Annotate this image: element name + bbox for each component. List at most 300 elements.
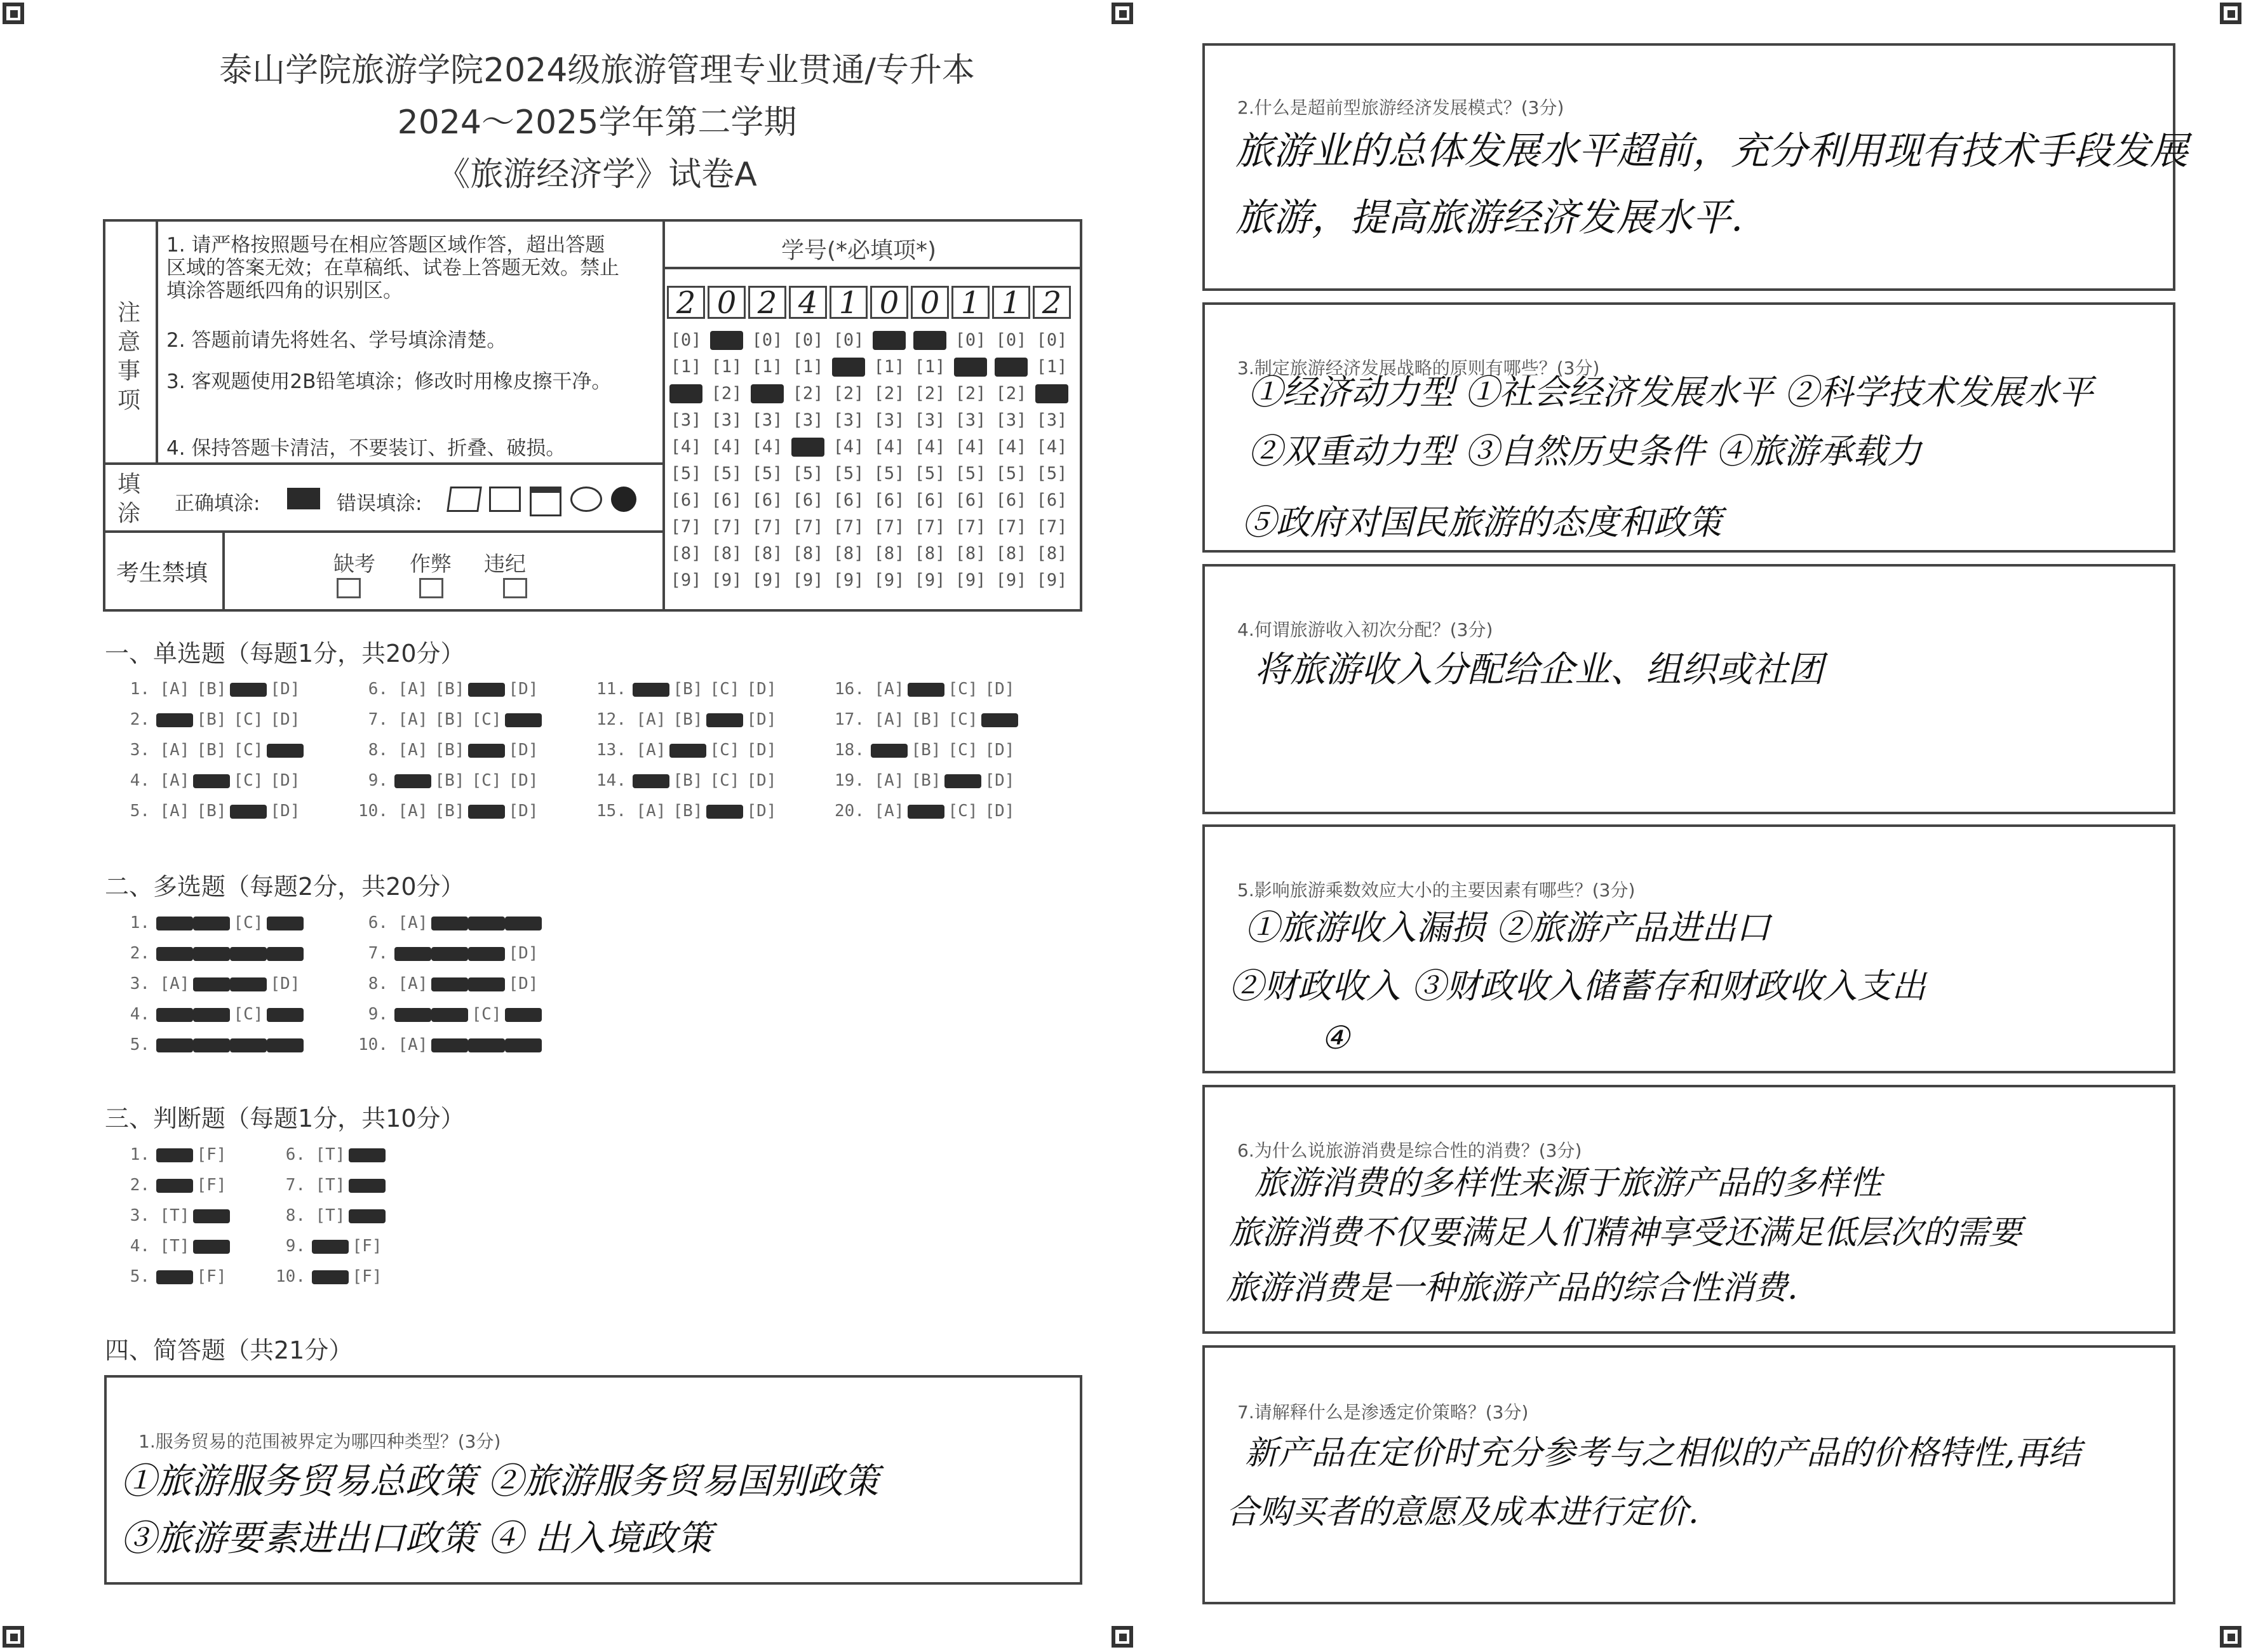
answer-bubble[interactable]: [C] [233,913,264,932]
answer-bubble[interactable]: [B] [196,802,227,821]
answer-bubble[interactable]: [B] [434,771,465,790]
student-id-bubble[interactable]: [9] [873,570,905,590]
answer-bubble[interactable] [431,947,468,961]
student-id-bubble[interactable]: [7] [914,517,946,537]
forbid-cheat-checkbox[interactable] [419,578,443,598]
student-id-bubble[interactable]: [3] [751,410,783,430]
answer-bubble[interactable] [156,917,193,930]
question-row [114,771,304,790]
answer-bubble[interactable]: [B] [673,771,703,790]
student-id-bubble[interactable]: [3] [955,410,986,430]
answer-bubble[interactable]: [A] [159,741,190,760]
student-id-bubble[interactable]: [7] [1036,517,1068,537]
answer-bubble[interactable] [633,683,669,697]
student-id-bubble[interactable] [995,358,1028,377]
question-row [270,1237,386,1256]
answer-bubble[interactable]: [A] [398,913,428,932]
answer-bubble[interactable]: [A] [874,710,904,729]
answer-bubble[interactable]: [D] [984,741,1015,760]
answer-bubble[interactable]: [C] [233,771,264,790]
student-id-bubble[interactable]: [0] [833,330,864,350]
corner-marker [3,3,24,24]
question-number: 7. [368,944,388,963]
student-id-bubble[interactable]: [9] [711,570,742,590]
handwritten-answer: ①旅游收入漏损 ②旅游产品进出口 [1245,908,1771,948]
student-id-bubble[interactable]: [5] [711,464,742,483]
answer-bubble[interactable]: [T] [159,1206,190,1225]
answer-bubble[interactable]: [C] [948,802,978,821]
student-id-bubble[interactable] [669,384,702,403]
answer-bubble[interactable]: [T] [315,1145,346,1164]
answer-bubble[interactable]: [C] [233,1005,264,1024]
student-id-bubble[interactable]: [4] [995,437,1027,457]
forbid-absent-label: 缺考 [333,551,375,576]
question-number: 2. [130,710,150,729]
student-id-bubble[interactable]: [4] [955,437,986,457]
answer-bubble[interactable]: [D] [508,680,539,699]
answer-bubble[interactable]: [D] [984,680,1015,699]
wrong-fill-samples [448,487,636,516]
student-id-bubble[interactable]: [2] [955,384,986,403]
answer-bubble[interactable] [156,1148,193,1162]
student-id-digit: 1 [830,286,868,319]
student-id-column [830,327,868,594]
answer-bubble[interactable]: [B] [196,680,227,699]
answer-bubble[interactable]: [A] [636,710,666,729]
student-id-bubble[interactable]: [3] [792,410,824,430]
question-number: 17. [835,710,864,729]
student-id-grid[interactable] [667,327,1073,594]
question-number: 1. [130,913,150,932]
answer-bubble[interactable]: [B] [911,741,941,760]
answer-bubble[interactable] [394,1008,431,1022]
student-id-bubble[interactable]: [6] [792,490,824,510]
answer-bubble[interactable]: [D] [270,680,300,699]
student-id-bubble[interactable]: [0] [792,330,824,350]
wrong-fill-label: 错误填涂: [337,492,422,515]
student-id-bubble[interactable]: [2] [711,384,742,403]
student-id-digit: 0 [708,286,746,319]
student-id-bubble[interactable]: [7] [873,517,905,537]
student-id-bubble[interactable]: [6] [670,490,702,510]
answer-bubble[interactable] [468,805,505,819]
student-id-bubble[interactable]: [8] [914,544,946,563]
student-id-bubble[interactable] [751,384,784,403]
answer-bubble[interactable] [431,917,468,930]
answer-bubble[interactable]: [D] [270,710,300,729]
student-id-bubble[interactable]: [7] [995,517,1027,537]
answer-bubble[interactable]: [D] [746,710,777,729]
question-number: 3. [130,1206,150,1225]
student-id-bubble[interactable] [710,331,743,350]
question-row [114,1237,230,1256]
student-id-bubble[interactable]: [6] [751,490,783,510]
answer-bubble[interactable]: [T] [315,1206,346,1225]
answer-bubble[interactable] [669,744,706,758]
student-id-bubble[interactable]: [1] [751,357,783,377]
answer-bubble[interactable]: [D] [746,802,777,821]
student-id-bubble[interactable]: [8] [955,544,986,563]
answer-bubble[interactable]: [B] [673,680,703,699]
answer-bubble[interactable]: [B] [434,680,465,699]
student-id-bubble[interactable]: [7] [751,517,783,537]
student-id-bubble[interactable] [913,331,946,350]
answer-bubble[interactable] [156,1179,193,1193]
student-id-bubble[interactable]: [0] [751,330,783,350]
student-id-bubble[interactable]: [2] [792,384,824,403]
question-number: 1. [130,680,150,699]
answer-bubble[interactable]: [F] [196,1267,227,1286]
answer-bubble[interactable] [312,1240,349,1254]
question-number: 16. [835,680,864,699]
student-id-bubble[interactable]: [7] [792,517,824,537]
student-id-bubble[interactable]: [9] [670,570,702,590]
handwritten-answer: ⑤政府对国民旅游的态度和政策 [1242,502,1722,542]
answer-bubble[interactable]: [F] [352,1267,382,1286]
answer-bubble[interactable] [193,977,230,991]
question-number: 9. [368,771,388,790]
answer-bubble[interactable]: [A] [159,974,190,993]
answer-bubble[interactable]: [A] [874,771,904,790]
student-id-bubble[interactable]: [8] [995,544,1027,563]
question-number: 9. [368,1005,388,1024]
forbid-absent-checkbox[interactable] [337,578,361,598]
student-id-bubble[interactable]: [6] [1036,490,1068,510]
student-id-bubble[interactable]: [8] [833,544,864,563]
answer-bubble[interactable] [468,917,505,930]
answer-bubble[interactable]: [D] [746,680,777,699]
student-id-bubble[interactable]: [3] [914,410,946,430]
answer-bubble[interactable]: [C] [948,710,978,729]
student-id-bubble[interactable]: [0] [1036,330,1068,350]
answer-bubble[interactable]: [D] [508,944,539,963]
answer-bubble[interactable] [505,1008,542,1022]
answer-bubble[interactable] [230,805,267,819]
answer-bubble[interactable]: [A] [398,1035,428,1054]
answer-bubble[interactable] [156,713,193,727]
answer-bubble[interactable]: [A] [398,680,428,699]
student-id-digits [667,286,1073,319]
forbid-violation-label: 违纪 [484,551,526,576]
student-id-bubble[interactable]: [6] [833,490,864,510]
student-id-bubble[interactable] [1035,384,1068,403]
answer-bubble[interactable] [394,947,431,961]
answer-bubble[interactable]: [A] [398,802,428,821]
exam-title-line3: 《旅游经济学》试卷A [437,156,757,194]
answer-bubble[interactable] [981,713,1018,727]
answer-bubble[interactable] [156,1038,193,1052]
student-id-column [789,327,827,594]
answer-bubble[interactable]: [F] [196,1145,227,1164]
student-id-bubble[interactable]: [7] [955,517,986,537]
answer-bubble[interactable] [156,1270,193,1284]
answer-bubble[interactable] [193,1008,230,1022]
student-id-bubble[interactable]: [9] [914,570,946,590]
notice-item: 2. 答题前请先将姓名、学号填涂清楚。 [166,329,507,352]
answer-bubble[interactable] [156,947,193,961]
student-id-bubble[interactable]: [4] [1036,437,1068,457]
student-id-bubble[interactable]: [0] [995,330,1027,350]
student-id-bubble[interactable]: [7] [833,517,864,537]
student-id-digit: 1 [951,286,990,319]
notice-item: 3. 客观题使用2B铅笔填涂；修改时用橡皮擦干净。 [166,370,612,393]
answer-bubble[interactable] [156,1008,193,1022]
answer-bubble[interactable]: [A] [398,974,428,993]
answer-bubble[interactable]: [C] [709,741,740,760]
student-id-bubble[interactable]: [5] [914,464,946,483]
student-id-bubble[interactable]: [4] [751,437,783,457]
answer-bubble[interactable]: [B] [196,741,227,760]
answer-bubble[interactable]: [C] [471,771,502,790]
answer-bubble[interactable] [468,947,505,961]
student-id-bubble[interactable]: [7] [670,517,702,537]
student-id-column [951,327,990,594]
answer-bubble[interactable] [267,917,304,930]
answer-bubble[interactable] [468,744,505,758]
answer-bubble[interactable]: [C] [233,741,264,760]
student-id-bubble[interactable]: [4] [833,437,864,457]
answer-bubble[interactable] [193,1038,230,1052]
student-id-bubble[interactable]: [2] [873,384,905,403]
student-id-bubble[interactable]: [9] [751,570,783,590]
student-id-column [1033,327,1071,594]
answer-bubble[interactable] [468,977,505,991]
forbid-heading: 考生禁填 [116,560,208,586]
student-id-bubble[interactable]: [8] [1036,544,1068,563]
answer-bubble[interactable]: [B] [673,802,703,821]
answer-bubble[interactable]: [B] [434,741,465,760]
student-id-bubble[interactable]: [0] [670,330,702,350]
question-row [114,710,304,729]
student-id-bubble[interactable]: [9] [995,570,1027,590]
answer-bubble[interactable]: [D] [508,771,539,790]
student-id-bubble[interactable]: [3] [995,410,1027,430]
student-id-bubble[interactable]: [8] [792,544,824,563]
notice-heading: 注意事项 [117,300,140,413]
answer-bubble[interactable]: [C] [709,680,740,699]
answer-bubble[interactable]: [B] [434,802,465,821]
correct-fill-sample [287,488,320,509]
student-id-bubble[interactable]: [0] [955,330,986,350]
student-id-bubble[interactable]: [4] [873,437,905,457]
student-id-bubble[interactable]: [4] [914,437,946,457]
student-id-bubble[interactable]: [5] [955,464,986,483]
question-number: 3. [130,974,150,993]
answer-bubble[interactable]: [D] [508,802,539,821]
answer-bubble[interactable]: [C] [471,710,502,729]
student-id-bubble[interactable]: [2] [833,384,864,403]
answer-bubble[interactable]: [D] [270,802,300,821]
forbid-violation-checkbox[interactable] [503,578,527,598]
question-row [591,741,780,760]
answer-bubble[interactable]: [A] [874,802,904,821]
question-number: 10. [276,1267,306,1286]
student-id-bubble[interactable]: [3] [833,410,864,430]
student-id-bubble[interactable]: [1] [914,357,946,377]
handwritten-answer: 合购买者的意愿及成本进行定价. [1226,1493,1699,1531]
student-id-bubble[interactable]: [2] [995,384,1027,403]
student-id-bubble[interactable]: [9] [955,570,986,590]
student-id-bubble[interactable] [832,358,865,377]
answer-bubble[interactable] [944,774,981,788]
student-id-bubble[interactable]: [1] [670,357,702,377]
student-id-bubble[interactable]: [5] [670,464,702,483]
answer-bubble[interactable]: [D] [270,771,300,790]
student-id-bubble[interactable]: [1] [873,357,905,377]
student-id-bubble[interactable]: [1] [711,357,742,377]
answer-bubble[interactable] [706,713,743,727]
answer-bubble[interactable]: [A] [159,802,190,821]
forbid-cheat-label: 作弊 [410,551,452,576]
corner-marker [1112,1626,1133,1648]
answer-bubble[interactable] [230,977,267,991]
answer-bubble[interactable]: [A] [636,741,666,760]
student-id-bubble[interactable]: [5] [792,464,824,483]
student-id-bubble[interactable]: [5] [751,464,783,483]
student-id-bubble[interactable]: [6] [914,490,946,510]
student-id-bubble[interactable] [873,331,906,350]
answer-bubble[interactable] [193,1240,230,1254]
answer-bubble[interactable] [431,1038,468,1052]
answer-bubble[interactable]: [A] [159,771,190,790]
student-id-bubble[interactable]: [8] [670,544,702,563]
student-id-bubble[interactable]: [5] [873,464,905,483]
answer-bubble[interactable] [394,774,431,788]
answer-bubble[interactable] [267,744,304,758]
student-id-bubble[interactable]: [1] [792,357,824,377]
answer-bubble[interactable]: [A] [636,802,666,821]
student-id-bubble[interactable]: [8] [711,544,742,563]
answer-bubble[interactable]: [C] [471,1005,502,1024]
student-id-column [708,327,746,594]
answer-bubble[interactable]: [F] [352,1237,382,1256]
answer-bubble[interactable]: [D] [508,974,539,993]
question-number: 3. [130,741,150,760]
answer-bubble[interactable]: [D] [746,771,777,790]
answer-bubble[interactable]: [C] [233,710,264,729]
section-single: 一、单选题（每题1分，共20分） [105,640,465,668]
question-number: 8. [368,741,388,760]
question-row [114,1145,230,1164]
student-id-bubble[interactable]: [3] [670,410,702,430]
answer-bubble[interactable] [193,917,230,930]
answer-bubble[interactable] [267,1008,304,1022]
handwritten-answer: 旅游消费的多样性来源于旅游产品的多样性 [1254,1164,1883,1202]
answer-bubble[interactable]: [D] [984,802,1015,821]
answer-bubble[interactable] [193,774,230,788]
answer-bubble[interactable] [908,683,944,697]
student-id-bubble[interactable]: [9] [833,570,864,590]
student-id-bubble[interactable]: [3] [873,410,905,430]
answer-bubble[interactable]: [T] [159,1237,190,1256]
student-id-bubble[interactable]: [6] [995,490,1027,510]
answer-bubble[interactable] [505,713,542,727]
student-id-bubble[interactable]: [4] [711,437,742,457]
answer-bubble[interactable]: [A] [874,680,904,699]
answer-bubble[interactable] [193,947,230,961]
student-id-bubble[interactable] [791,438,824,457]
answer-bubble[interactable] [267,947,304,961]
answer-bubble[interactable]: [C] [948,741,978,760]
answer-bubble[interactable] [267,1038,304,1052]
answer-bubble[interactable]: [D] [508,741,539,760]
answer-bubble[interactable] [349,1209,386,1223]
answer-bubble[interactable]: [D] [984,771,1015,790]
answer-bubble[interactable] [706,805,743,819]
answer-bubble[interactable] [431,977,468,991]
answer-bubble[interactable] [468,1038,505,1052]
student-id-bubble[interactable]: [2] [914,384,946,403]
student-id-bubble[interactable]: [3] [711,410,742,430]
student-id-bubble[interactable]: [4] [670,437,702,457]
student-id-bubble[interactable]: [6] [873,490,905,510]
student-id-bubble[interactable]: [8] [751,544,783,563]
answer-box-q7[interactable] [1202,1345,2175,1604]
student-id-bubble[interactable]: [9] [792,570,824,590]
handwritten-answer: ①旅游服务贸易总政策 ②旅游服务贸易国别政策 [121,1461,879,1502]
answer-bubble[interactable]: [B] [673,710,703,729]
answer-bubble[interactable] [349,1148,386,1162]
student-id-bubble[interactable]: [6] [955,490,986,510]
answer-bubble[interactable]: [C] [709,771,740,790]
answer-bubble[interactable] [871,744,908,758]
answer-bubble[interactable] [193,1209,230,1223]
answer-bubble[interactable]: [A] [398,741,428,760]
question-row [270,1176,386,1195]
answer-bubble[interactable]: [C] [948,680,978,699]
student-id-digit: 0 [911,286,949,319]
question-row [829,771,1018,790]
answer-bubble[interactable] [230,683,267,697]
answer-bubble[interactable]: [B] [196,710,227,729]
student-id-bubble[interactable]: [5] [833,464,864,483]
answer-bubble[interactable] [908,805,944,819]
answer-bubble[interactable] [505,1038,542,1052]
answer-bubble[interactable]: [D] [746,741,777,760]
answer-bubble[interactable] [230,947,267,961]
answer-bubble[interactable]: [A] [159,680,190,699]
student-id-bubble[interactable]: [8] [873,544,905,563]
answer-bubble[interactable]: [B] [911,771,941,790]
answer-bubble[interactable]: [D] [270,974,300,993]
answer-bubble[interactable]: [B] [434,710,465,729]
answer-bubble[interactable]: [B] [911,710,941,729]
question-row [114,1035,304,1054]
question-number: 7. [368,710,388,729]
handwritten-answer: ②双重动力型 ③自然历史条件 ④旅游承载力 [1248,431,1922,471]
question-number: 4. [130,771,150,790]
answer-bubble[interactable] [312,1270,349,1284]
answer-bubble[interactable] [230,1038,267,1052]
answer-bubble[interactable] [633,774,669,788]
answer-bubble[interactable] [468,683,505,697]
student-id-bubble[interactable]: [5] [1036,464,1068,483]
student-id-bubble[interactable]: [6] [711,490,742,510]
student-id-bubble[interactable]: [5] [995,464,1027,483]
question-row [353,680,542,699]
student-id-bubble[interactable]: [1] [1036,357,1068,377]
student-id-bubble[interactable]: [7] [711,517,742,537]
answer-bubble[interactable] [349,1179,386,1193]
answer-bubble[interactable]: [A] [398,710,428,729]
answer-bubble[interactable]: [T] [315,1176,346,1195]
student-id-bubble[interactable] [954,358,987,377]
answer-bubble[interactable]: [F] [196,1176,227,1195]
student-id-bubble[interactable]: [3] [1036,410,1068,430]
answer-bubble[interactable] [505,917,542,930]
answer-bubble[interactable] [431,1008,468,1022]
student-id-bubble[interactable]: [9] [1036,570,1068,590]
